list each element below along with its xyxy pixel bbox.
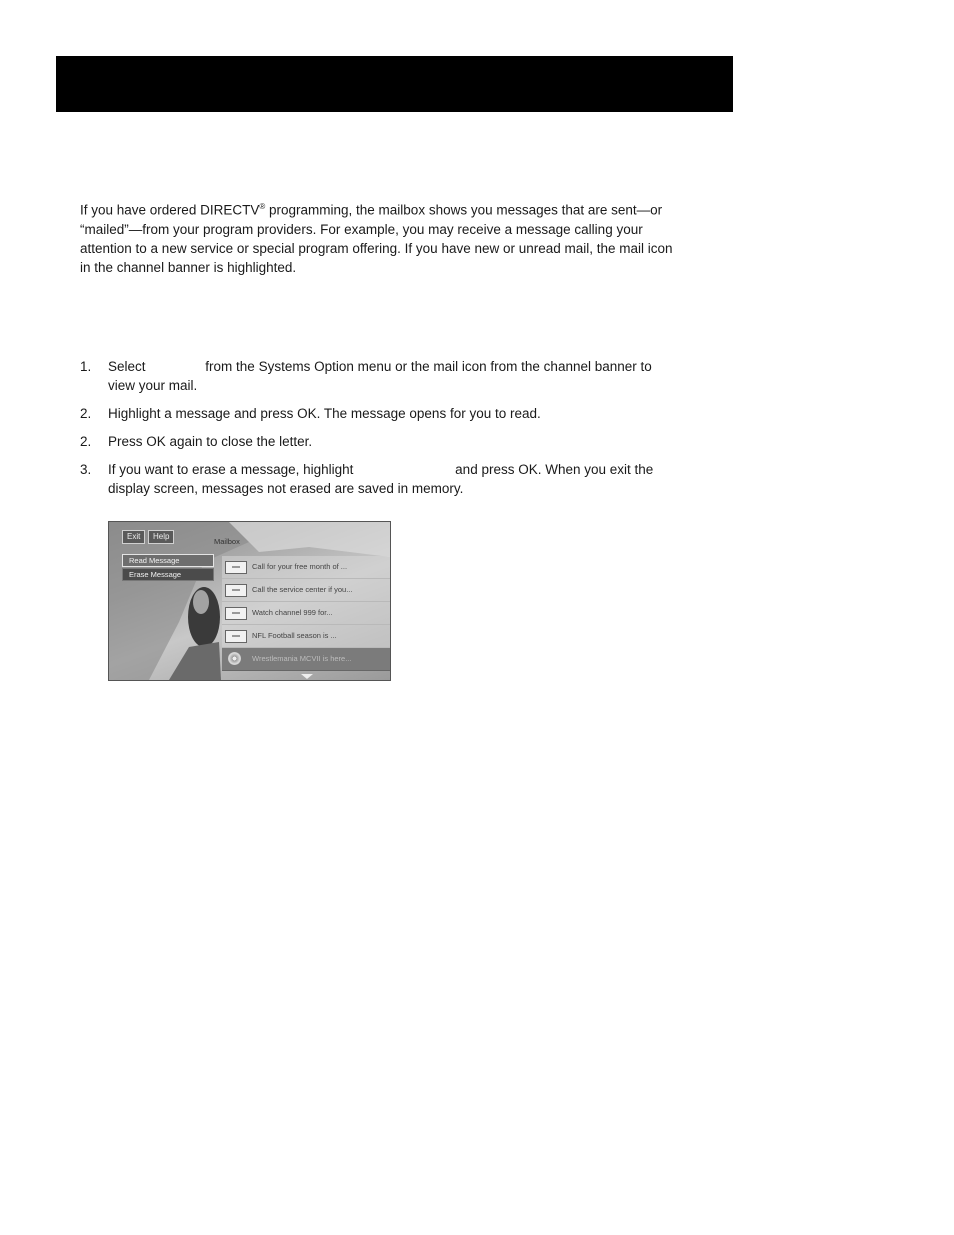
step-text-continued: and press OK. When you exit the display screen, messages not erased are saved in memory.	[108, 462, 654, 496]
step-number: 1.	[80, 359, 92, 374]
intro-paragraph: If you have ordered DIRECTV® programming, the mailbox shows you messages that are sent—or “mailed”—from your program providers. For example, you may receive a message calling your attention to a new service or special program offering. If you have new or unread mail, the mail icon in the channel banner is highlighted.	[80, 202, 673, 275]
step-item	[80, 357, 680, 395]
message-row[interactable]	[222, 556, 390, 579]
message-row-selected[interactable]	[222, 648, 390, 671]
envelope-icon	[225, 630, 247, 643]
message-row[interactable]	[222, 625, 390, 648]
message-subject: NFL Football season is ...	[252, 631, 337, 640]
step-text: Press OK again to close the letter.	[108, 434, 313, 449]
steps-list	[80, 357, 680, 507]
header-bar	[56, 56, 733, 112]
message-row[interactable]	[222, 602, 390, 625]
exit-button[interactable]: Exit	[122, 530, 145, 544]
step-text: Select	[108, 359, 146, 374]
step-item	[80, 432, 680, 451]
envelope-icon	[225, 607, 247, 620]
message-row[interactable]	[222, 579, 390, 602]
step-text: If you want to erase a message, highlight	[108, 462, 354, 477]
disc-icon	[228, 652, 241, 665]
step-text: Highlight a message and press OK. The message opens for you to read.	[108, 406, 541, 421]
step-number: 2.	[80, 434, 92, 449]
erase-message-button[interactable]: Erase Message	[122, 568, 214, 581]
message-subject: Call for your free month of ...	[252, 562, 348, 571]
mailbox-title: Mailbox	[214, 537, 240, 546]
step-text-continued: from the Systems Option menu or the mail icon from the channel banner to view your mail.	[108, 359, 652, 393]
step-number: 2.	[80, 406, 92, 421]
step-item	[80, 404, 680, 423]
scroll-down-icon[interactable]	[301, 674, 313, 679]
message-subject: Watch channel 999 for...	[252, 608, 333, 617]
envelope-icon	[225, 584, 247, 597]
mailbox-screenshot	[108, 521, 391, 681]
message-subject: Call the service center if you...	[252, 585, 353, 594]
read-message-button[interactable]: Read Message	[122, 554, 214, 567]
message-subject: Wrestlemania MCVII is here...	[252, 654, 352, 663]
envelope-open-icon	[225, 561, 247, 574]
help-button[interactable]: Help	[148, 530, 174, 544]
step-number: 3.	[80, 462, 92, 477]
message-list	[222, 556, 390, 676]
step-item	[80, 460, 680, 498]
